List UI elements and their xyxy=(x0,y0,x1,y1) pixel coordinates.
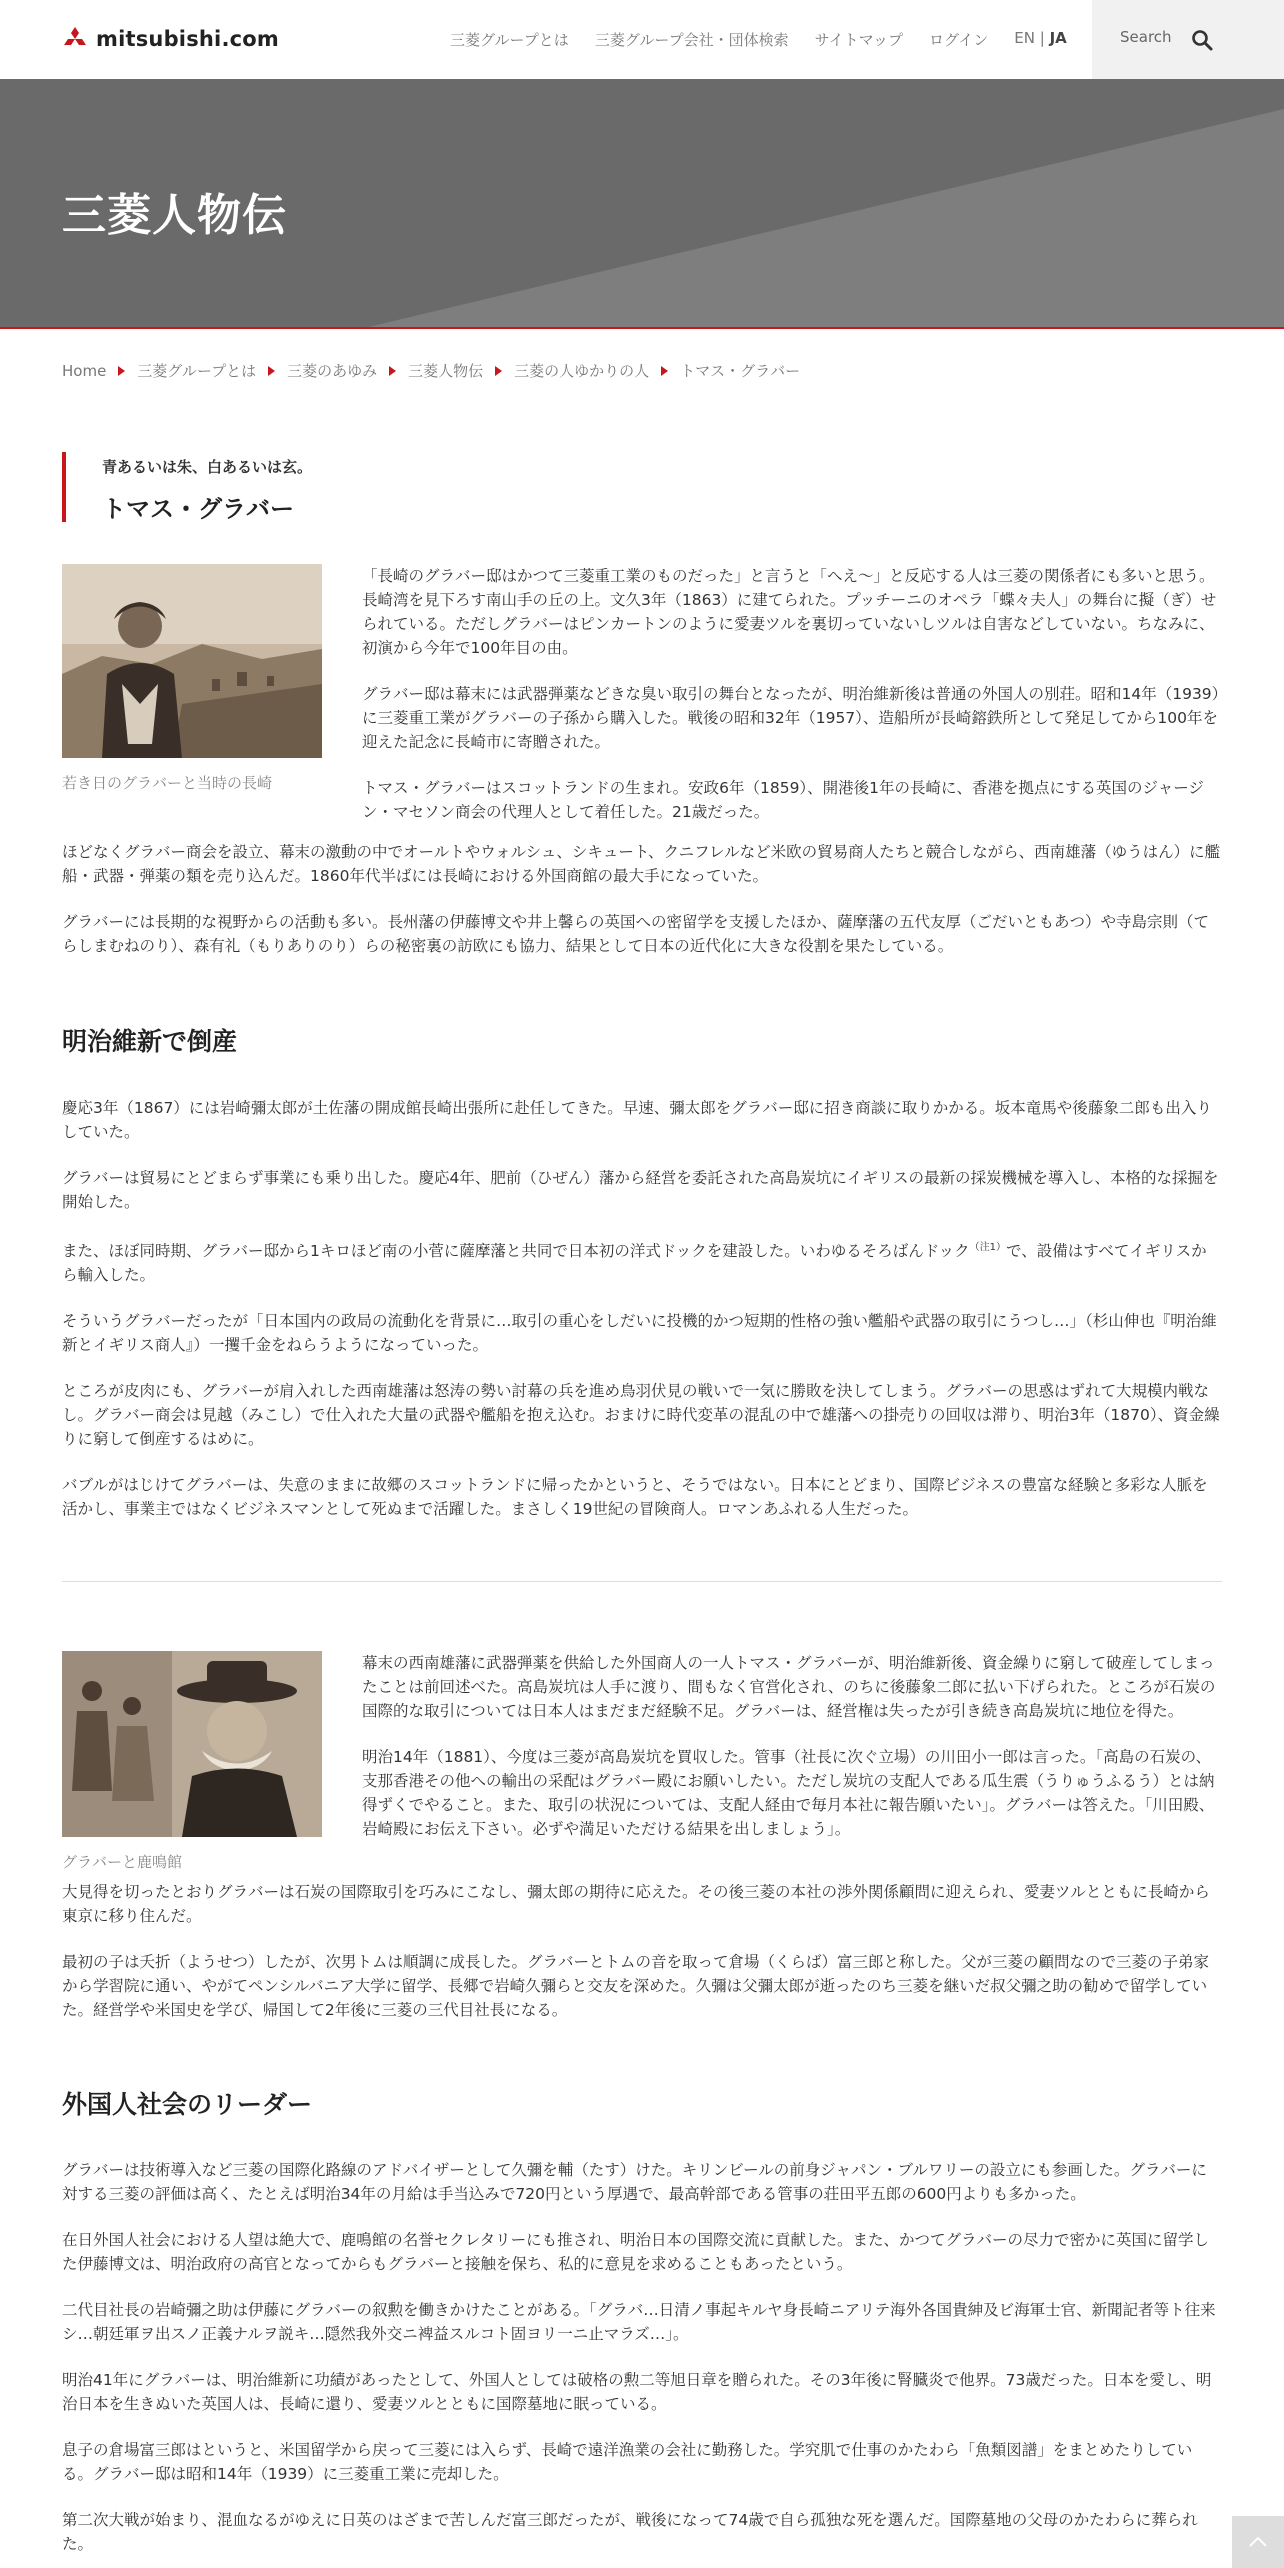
photo-caption: グラバーと鹿鳴館 xyxy=(62,1853,183,1871)
breadcrumb xyxy=(62,360,800,381)
paragraph: 第二次大戦が始まり、混血なるがゆえに日英のはざまで苦しんだ富三郎だったが、戦後になって74歳で自ら孤独な死を選んだ。国際墓地の父母のかたわらに葬られた。 xyxy=(62,2511,1198,2553)
paragraph: グラバーは技術導入など三菱の国際化路線のアドバイザーとして久彌を輔（たす）けた。キリンビールの前身ジャパン・ブルワリーの設立にも参画した。グラバーに対する三菱の評価は高く、たとえば明治34年の月給は手当込みで720円という厚遇で、最高幹部である管事の荘田平五郎の600円よりも多かった。 xyxy=(62,2161,1207,2203)
section-divider xyxy=(62,1581,1222,1582)
breadcrumb-arrow-icon xyxy=(118,366,125,376)
paragraph: 慶応3年（1867）には岩崎彌太郎が土佐藩の開成館長崎出張所に赴任してきた。早速、彌太郎をグラバー邸に招き商談に取りかかる。坂本竜馬や後藤象二郎も出入りしていた。 xyxy=(62,1099,1212,1141)
glover-rokumeikan-photo xyxy=(62,1651,322,1837)
paragraph-text: また、ほぼ同時期、グラバー邸から1キロほど南の小菅に薩摩藩と共同で日本初の洋式ドックを建設した。いわゆるそろばんドック xyxy=(62,1242,970,1261)
language-switch xyxy=(1014,29,1067,50)
global-nav xyxy=(450,29,1067,50)
photo-figure-1 xyxy=(62,564,322,793)
nav-item-sitemap[interactable]: サイトマップ xyxy=(814,31,903,49)
breadcrumb-arrow-icon xyxy=(268,366,275,376)
paragraph: 在日外国人社会における人望は絶大で、鹿鳴館の名誉セクレタリーにも推され、明治日本の国際交流に貢献した。また、かつてグラバーの尽力で密かに英国に留学した伊藤博文は、明治政府の高官となってからもグラバーと接触を保ち、私的に意見を求めることもあったという。 xyxy=(62,2231,1210,2273)
paragraph: 大見得を切ったとおりグラバーは石炭の国際取引を巧みにこなし、彌太郎の期待に応えた。その後三菱の本社の渉外関係顧問に迎えられ、愛妻ツルとともに長崎から東京に移り住んだ。 xyxy=(62,1883,1210,1925)
breadcrumb-biographies[interactable]: 三菱人物伝 xyxy=(408,362,484,380)
paragraph: 明治14年（1881）、今度は三菱が高島炭坑を買収した。管事（社長に次ぐ立場）の川田小一郎は言った。「高島の石炭の、支那香港その他への輸出の采配はグラバー殿にお願いしたい。ただし炭坑の支配人である瓜生震（うりゅうふるう）とは納得ずくでやること。また、取引の状況については、支配人経由で毎月本社に報告願いたい」。グラバーは答えた。「川田殿、岩崎殿にお伝え下さい。必ずや満足いただける結果を出しましょう」。 xyxy=(362,1748,1215,1838)
glover-young-photo xyxy=(62,564,322,758)
section-title: 外国人社会のリーダー xyxy=(62,2090,313,2119)
section-heading xyxy=(62,2085,1222,2121)
part2-full-text xyxy=(62,1880,1222,2022)
lang-separator: | xyxy=(1039,29,1045,47)
paragraph xyxy=(62,1236,1222,1287)
paragraph: ところが皮肉にも、グラバーが肩入れした西南雄藩は怒涛の勢い討幕の兵を進め鳥羽伏見の戦いで一気に勝敗を決してしまう。グラバーの思惑はずれて大規模内戦なし。グラバー商会は見越（みこし）で仕入れた大量の武器や艦船を抱え込む。おまけに時代変革の混乱の中で雄藩への掛売りの回収は滞り、明治3年（1870）、資金繰りに窮して倒産するはめに。 xyxy=(62,1382,1220,1449)
paragraph: トマス・グラバーはスコットランドの生まれ。安政6年（1859）、開港後1年の長崎に、香港を拠点にする英国のジャージン・マセソン商会の代理人として着任した。21歳だった。 xyxy=(362,779,1204,821)
paragraph: グラバー邸は幕末には武器弾薬などきな臭い取引の舞台となったが、明治維新後は普通の外国人の別荘。昭和14年（1939）に三菱重工業がグラバーの子孫から購入した。戦後の昭和32年（1957）、造船所が長崎鎔鉄所として発足してから100年を迎えた記念に長崎市に寄贈された。 xyxy=(362,685,1220,751)
article-title-block xyxy=(62,452,312,522)
breadcrumb-current: トマス・グラバー xyxy=(680,362,801,380)
paragraph: ほどなくグラバー商会を設立、幕末の激動の中でオールトやウォルシュ、シキュート、クニフレルなど米欧の貿易商人たちと競合しながら、西南雄藩（ゆうはん）に艦船・武器・弾薬の類を売り込んだ。1860年代半ばには長崎における外国商館の最大手になっていた。 xyxy=(62,843,1221,885)
photo-caption: 若き日のグラバーと当時の長崎 xyxy=(62,774,273,792)
footnote-link[interactable]: （注1） xyxy=(969,1242,1007,1253)
section-heading xyxy=(62,1022,1222,1058)
breadcrumb-arrow-icon xyxy=(495,366,502,376)
section-body xyxy=(62,1096,1222,1521)
page-title: 三菱人物伝 xyxy=(62,190,287,241)
article-subtitle: 青あるいは朱、白あるいは玄。 xyxy=(102,458,313,476)
nav-item-login[interactable]: ログイン xyxy=(928,31,989,49)
part2-side-text xyxy=(362,1651,1222,1841)
paragraph: そういうグラバーだったが「日本国内の政局の流動化を背景に…取引の重心をしだいに投機的かつ短期的性格の強い艦船や武器の取引にうつし…」（杉山伸也『明治維新とイギリス商人』）一攫千金をねらうようになっていった。 xyxy=(62,1312,1217,1355)
paragraph: グラバーは貿易にとどまらず事業にも乗り出した。慶応4年、肥前（ひぜん）藩から経営を委託された高島炭坑にイギリスの最新の採炭機械を導入し、本格的な採掘を開始した。 xyxy=(62,1169,1219,1211)
search-icon[interactable] xyxy=(1190,28,1214,52)
breadcrumb-arrow-icon xyxy=(661,366,668,376)
breadcrumb-related-people[interactable]: 三菱の人ゆかりの人 xyxy=(514,362,650,380)
nav-item-company-search[interactable]: 三菱グループ会社・団体検索 xyxy=(594,31,789,49)
paragraph: 幕末の西南雄藩に武器弾薬を供給した外国商人の一人トマス・グラバーが、明治維新後、資金繰りに窮して破産してしまったことは前回述べた。高島炭坑は人手に渡り、間もなく官営化され、のちに後藤象二郎に払い下げられた。ところが石炭の国際的な取引については日本人はまだまだ経験不足。グラバーは、経営権は失ったが引き続き高島炭坑に地位を得た。 xyxy=(362,1654,1216,1720)
intro-full-text xyxy=(62,840,1222,958)
site-logo[interactable] xyxy=(62,27,279,51)
breadcrumb-home[interactable]: Home xyxy=(62,361,107,380)
paragraph: 息子の倉場富三郎はというと、米国留学から戻って三菱には入らず、長崎で遠洋漁業の会社に勤務した。学究肌で仕事のかたわら「魚類図譜」をまとめたりしている。グラバー邸は昭和14年（1939）に三菱重工業に売却した。 xyxy=(62,2441,1193,2483)
paragraph: 「長崎のグラバー邸はかつて三菱重工業のものだった」と言うと「へえ～」と反応する人は三菱の関係者にも多いと思う。長崎湾を見下ろす南山手の丘の上。文久3年（1863）に建てられた。プッチーニのオペラ「蝶々夫人」の舞台に擬（ぎ）せられている。ただしグラバーはピンカートンのように愛妻ツルを裏切っていないしツルは自害などしていない。ちなみに、初演から今年で100年目の由。 xyxy=(362,567,1217,657)
search-box xyxy=(1092,0,1284,79)
paragraph: 二代目社長の岩崎彌之助は伊藤にグラバーの叙勲を働きかけたことがある。「グラバ…日清ノ事起キルヤ身長崎ニアリテ海外各国貴紳及ビ海軍士官、新聞記者等ト往来シ…朝廷軍ヲ出スノ正義ナルヲ説キ…隠然我外交ニ裨益スルコト固ヨリ一ニ止マラズ…」。 xyxy=(62,2301,1216,2343)
breadcrumb-about[interactable]: 三菱グループとは xyxy=(137,362,257,380)
paragraph: 最初の子は夭折（ようせつ）したが、次男トムは順調に成長した。グラバーとトムの音を取って倉場（くらば）富三郎と称した。父が三菱の顧問なので三菱の子弟家から学習院に通い、やがてペンシルバニア大学に留学、長郷で岩崎久彌らと交友を深めた。久彌は父彌太郎が逝ったのち三菱を継いだ叔父彌之助の勧めで留学していた。経営学や米国史を学び、帰国して2年後に三菱の三代目社長になる。 xyxy=(62,1953,1210,2019)
lang-en-link[interactable]: EN xyxy=(1014,29,1035,47)
hero-banner xyxy=(0,79,1284,329)
intro-side-text xyxy=(362,564,1222,824)
chevron-up-icon xyxy=(1232,2516,1284,2568)
logo-text: mitsubishi.com xyxy=(96,27,279,51)
section-body xyxy=(62,2158,1222,2556)
breadcrumb-history[interactable]: 三菱のあゆみ xyxy=(287,362,378,380)
paragraph: バブルがはじけてグラバーは、失意のままに故郷のスコットランドに帰ったかというと、そうではない。日本にとどまり、国際ビジネスの豊富な経験と多彩な人脈を活かし、事業主ではなくビジネスマンとして死ぬまで活躍した。まさしく19世紀の冒険商人。ロマンあふれる人生だった。 xyxy=(62,1476,1208,1519)
article-heading: トマス・グラバー xyxy=(102,495,294,523)
section-title: 明治維新で倒産 xyxy=(62,1027,238,1056)
paragraph-text: で、設備はすべてイギリスから輸入した。 xyxy=(62,1242,1207,1285)
three-diamonds-icon xyxy=(62,27,88,51)
paragraph: グラバーには長期的な視野からの活動も多い。長州藩の伊藤博文や井上馨らの英国への密留学を支援したほか、薩摩藩の五代友厚（ごだいともあつ）や寺島宗則（てらしまむねのり）、森有礼（もりありのり）らの秘密裏の訪欧にも協力、結果として日本の近代化に大きな役割を果たしている。 xyxy=(62,913,1210,955)
site-header xyxy=(0,0,1284,79)
nav-item-about[interactable]: 三菱グループとは xyxy=(450,31,569,49)
photo-figure-2 xyxy=(62,1651,322,1872)
page-top-button[interactable] xyxy=(1232,2516,1284,2568)
paragraph: 明治41年にグラバーは、明治維新に功績があったとして、外国人としては破格の勲二等旭日章を贈られた。その3年後に腎臓炎で他界。73歳だった。日本を愛し、明治日本を生きぬいた英国人は、長崎に還り、愛妻ツルとともに国際墓地に眠っている。 xyxy=(62,2371,1212,2413)
breadcrumb-arrow-icon xyxy=(389,366,396,376)
lang-ja-link[interactable]: JA xyxy=(1049,29,1067,47)
